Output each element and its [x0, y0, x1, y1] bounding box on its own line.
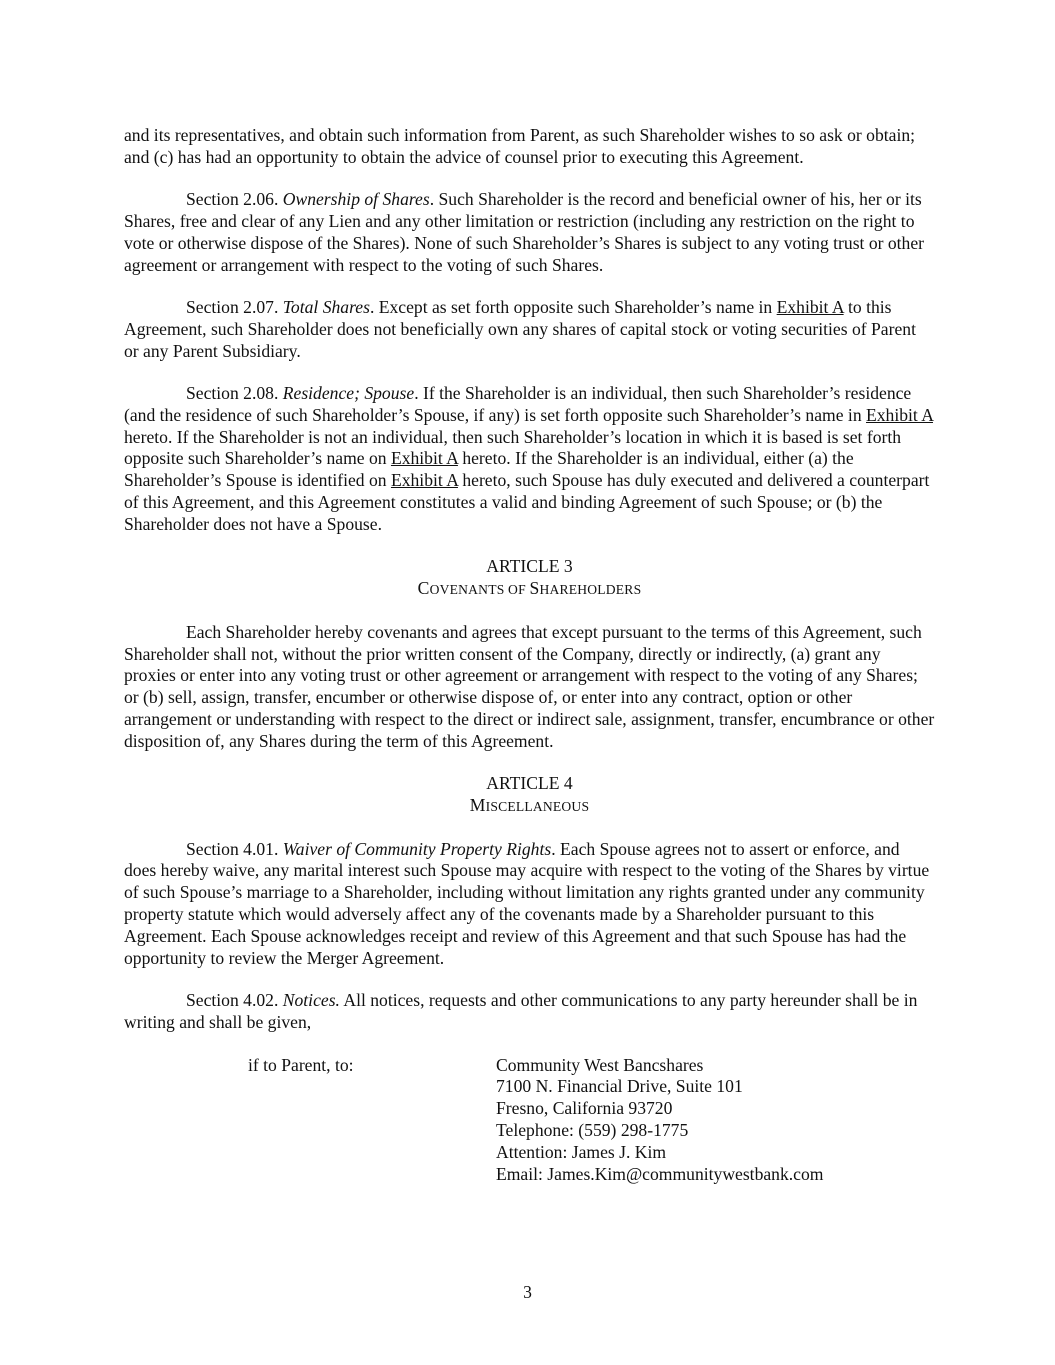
- notice-label: if to Parent, to:: [248, 1054, 354, 1075]
- section-number: Section 4.02.: [186, 990, 279, 1011]
- section-body: . Such Shareholder is the record and beneficial owner of his, her or its Shares, free and clear of any Lien and any other limitation or restriction (including any restriction on the right to vote or otherwise dispose of the Shares). None of such Shareholder’s Shares is subject to any voting trust or other agreement or arrangement with respect to the voting of such Shares.: [124, 189, 925, 275]
- section-body: to this Agreement, such Shareholder does not beneficially own any shares of capital stock or voting securities of Parent or any Parent Subsidiary.: [124, 296, 916, 361]
- section-2-07: [124, 297, 935, 362]
- exhibit-a-reference: Exhibit A: [390, 448, 458, 469]
- notice-block: [124, 1055, 935, 1195]
- address-line: Community West Bancshares: [496, 1054, 704, 1075]
- section-number: Section 2.06.: [186, 189, 279, 210]
- section-title: Total Shares: [282, 296, 370, 317]
- section-number: Section 2.07.: [186, 296, 279, 317]
- section-title: Waiver of Community Property Rights: [282, 838, 552, 859]
- section-title: Ownership of Shares: [282, 189, 430, 210]
- section-body: hereto, such Spouse has duly executed and delivered a counterpart of this Agreement, and this Agreement constitutes a valid and binding Agreement of such Spouse; or (b) the Shareholder does not have a Spouse.: [124, 470, 930, 534]
- address-line: Attention: James J. Kim: [496, 1141, 667, 1162]
- address-line: Fresno, California 93720: [496, 1098, 673, 1119]
- address-line: 7100 N. Financial Drive, Suite 101: [496, 1076, 743, 1097]
- section-number: Section 4.01.: [186, 838, 279, 859]
- article-3-body: Each Shareholder hereby covenants and agrees that except pursuant to the terms of this Agreement, such Shareholder shall not, without the prior written consent of the Company, directly or indirectly, (a) grant any proxies or enter into any voting trust or other agreement or arrangement with respect to the voting of any Shares; or (b) sell, assign, transfer, encumber or otherwise dispose of, or enter into any contract, option or other arrangement or understanding with respect to the direct or indirect sale, assignment, transfer, encumbrance or other disposition of, any Shares during the term of this Agreement.: [124, 621, 935, 751]
- document-page: [124, 125, 935, 1195]
- section-number: Section 2.08.: [186, 382, 279, 403]
- section-body: hereto. If the Shareholder is an individual, either (a) the Shareholder’s Spouse is identified on: [124, 448, 854, 491]
- address-line: Telephone: (559) 298-1775: [496, 1120, 689, 1141]
- section-title: Residence; Spouse: [282, 382, 415, 403]
- section-body: All notices, requests and other communications to any party hereunder shall be in writing and shall be given,: [124, 990, 918, 1032]
- section-body: . Except as set forth opposite such Shareholder’s name in: [369, 296, 777, 317]
- exhibit-a-reference: Exhibit A: [866, 404, 933, 425]
- article-4-subtitle: MISCELLANEOUS: [469, 794, 590, 815]
- article-3-subtitle: COVENANTS OF SHAREHOLDERS: [417, 577, 642, 598]
- article-3-title: ARTICLE 3: [486, 556, 573, 577]
- section-2-06: [124, 189, 935, 276]
- section-4-02: [124, 990, 935, 1034]
- section-2-08: [124, 383, 935, 536]
- page-number: 3: [523, 1282, 532, 1302]
- section-body: . If the Shareholder is an individual, then such Shareholder’s residence (and the residence of such Shareholder’s Spouse, if any) is set forth opposite such Shareholder’s name in: [124, 382, 912, 425]
- section-body: . Each Spouse agrees not to assert or enforce, and does hereby waive, any marital interest such Spouse may acquire with respect to the voting of the Shares by virtue of such Spouse’s marriage to a Shareholder, including without limitation any rights granted under any community property statute which would adversely affect any of the covenants made by a Shareholder pursuant to this Agreement. Each Spouse acknowledges receipt and review of this Agreement and that such Spouse has had the opportunity to review the Merger Agreement.: [124, 838, 930, 968]
- article-4-title: ARTICLE 4: [486, 773, 573, 794]
- notice-address: [496, 1055, 823, 1186]
- section-title: Notices.: [282, 990, 340, 1011]
- address-line: Email: James.Kim@communitywestbank.com: [496, 1163, 824, 1184]
- exhibit-a-reference: Exhibit A: [776, 296, 844, 317]
- exhibit-a-reference: Exhibit A: [390, 470, 458, 491]
- continuation-paragraph: and its representatives, and obtain such information from Parent, as such Shareholder wishes to so ask or obtain; and (c) has had an opportunity to obtain the advice of counsel prior to executing this Agreement.: [124, 125, 916, 167]
- section-4-01: [124, 839, 935, 970]
- section-body: hereto. If the Shareholder is not an individual, then such Shareholder’s location in which it is based is set forth opposite such Shareholder’s name on: [124, 426, 902, 469]
